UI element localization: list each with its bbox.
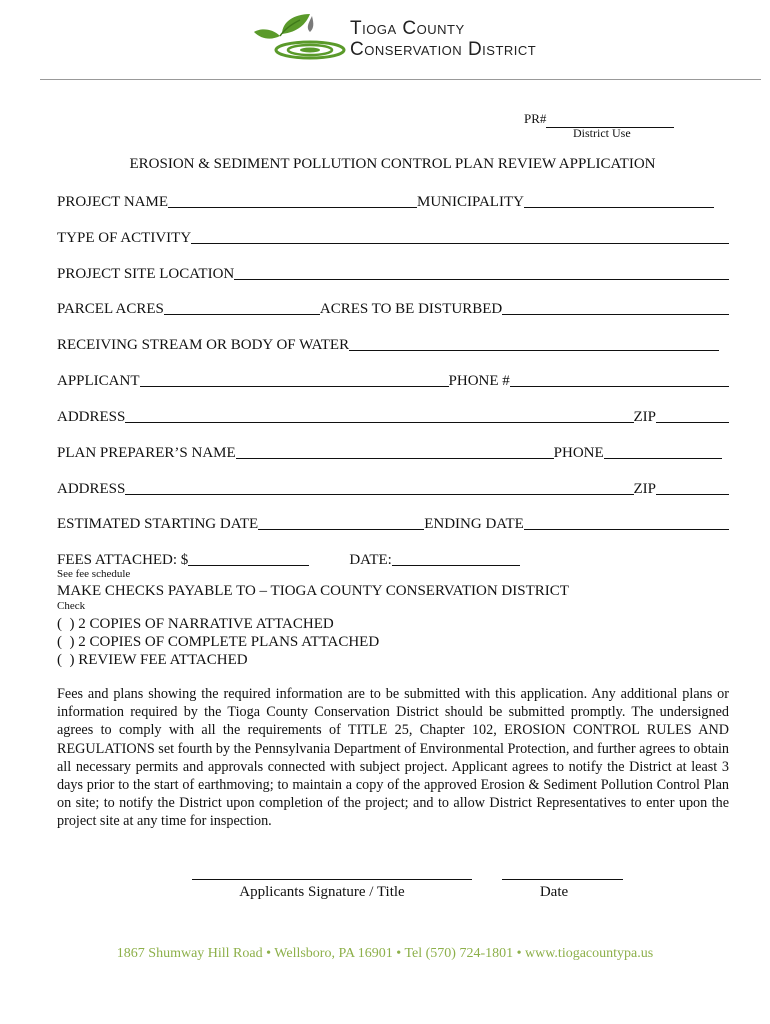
project-name-field[interactable] <box>168 194 417 208</box>
project-name-label: PROJECT NAME <box>57 194 168 210</box>
row-type-of-activity <box>57 226 729 246</box>
header-divider <box>40 79 761 80</box>
address2-field[interactable] <box>125 481 633 495</box>
municipality-label: MUNICIPALITY <box>417 194 524 210</box>
checklist-item[interactable]: ( ) 2 COPIES OF NARRATIVE ATTACHED <box>57 616 334 632</box>
row-address-2 <box>57 477 729 497</box>
zip2-label: ZIP <box>633 481 656 497</box>
signature-label: Applicants Signature / Title <box>239 884 405 900</box>
parcel-acres-field[interactable] <box>164 301 320 315</box>
leaf-water-logo-icon <box>252 10 347 68</box>
fees-field[interactable] <box>188 552 309 566</box>
parcel-acres-label: PARCEL ACRES <box>57 301 164 317</box>
zip-field[interactable] <box>656 409 729 423</box>
preparer-phone-field[interactable] <box>604 445 722 459</box>
ending-date-field[interactable] <box>524 516 729 530</box>
date-field[interactable] <box>392 552 520 566</box>
address-label: ADDRESS <box>57 409 126 425</box>
plan-preparer-label: PLAN PREPARER’S NAME <box>57 445 236 461</box>
receiving-stream-label: RECEIVING STREAM OR BODY OF WATER <box>57 337 350 353</box>
acres-disturbed-label: ACRES TO BE DISTURBED <box>319 301 503 317</box>
row-acres <box>57 297 729 317</box>
row-applicant <box>57 369 729 389</box>
acres-disturbed-field[interactable] <box>502 301 729 315</box>
zip-label: ZIP <box>633 409 656 425</box>
est-start-field[interactable] <box>258 516 424 530</box>
site-location-label: PROJECT SITE LOCATION <box>57 266 235 282</box>
row-project-name <box>57 190 729 210</box>
type-of-activity-field[interactable] <box>191 230 729 244</box>
row-address-1 <box>57 405 729 425</box>
logo-line2: Conservation District <box>350 39 537 60</box>
est-start-label: ESTIMATED STARTING DATE <box>57 516 259 532</box>
phone-label: PHONE <box>553 445 604 461</box>
signature-date-line[interactable] <box>502 879 623 880</box>
receiving-stream-field[interactable] <box>349 337 719 351</box>
municipality-field[interactable] <box>524 194 714 208</box>
checklist-item[interactable]: ( ) 2 COPIES OF COMPLETE PLANS ATTACHED <box>57 634 380 650</box>
row-plan-preparer <box>57 441 729 461</box>
check-label: Check <box>57 600 86 612</box>
footer-address: 1867 Shumway Hill Road • Wellsboro, PA 16901 • Tel (570) 724-1801 • www.tiogacountypa.us <box>116 946 654 961</box>
logo-line1: Tioga County <box>350 18 465 39</box>
signature-line[interactable] <box>192 879 472 880</box>
row-fees <box>57 548 537 568</box>
district-use-caption: District Use <box>573 126 631 140</box>
row-dates <box>57 512 729 532</box>
plan-preparer-field[interactable] <box>236 445 554 459</box>
applicant-field[interactable] <box>140 373 449 387</box>
checks-payable: MAKE CHECKS PAYABLE TO – TIOGA COUNTY CONSERVATION DISTRICT <box>57 583 569 599</box>
row-receiving-stream <box>57 333 729 353</box>
address-field[interactable] <box>125 409 633 423</box>
date-signature-label: Date <box>539 884 569 900</box>
applicant-phone-field[interactable] <box>510 373 729 387</box>
applicant-label: APPLICANT <box>57 373 140 389</box>
fees-label: FEES ATTACHED: $ <box>57 552 189 568</box>
logo <box>252 10 572 68</box>
date-label: DATE: <box>349 552 392 568</box>
checklist-item[interactable]: ( ) REVIEW FEE ATTACHED <box>57 652 248 668</box>
terms-paragraph: Fees and plans showing the required information are to be submitted with this application. Any additional plans or information required by the Tioga County Conservation District should be submitted promptly. The undersigned agrees to comply with all the requirements of TITLE 25, Chapter 102, EROSION CONTROL RULES AND REGULATIONS set fourth by the Pennsylvania Department of Environmental Protection, and further agrees to obtain all necessary permits and approvals connected with subject project. Applicant agrees to notify the District at least 3 days prior to the start of earthmoving; to maintain a copy of the approved Erosion & Sediment Pollution Control Plan on site; to notify the District upon completion of the project; and to allow District Representatives to enter upon the project site at any time for inspection. <box>57 686 729 830</box>
type-of-activity-label: TYPE OF ACTIVITY <box>57 230 192 246</box>
row-site-location <box>57 262 729 282</box>
zip2-field[interactable] <box>656 481 729 495</box>
address2-label: ADDRESS <box>57 481 126 497</box>
phone-hash-label: PHONE # <box>448 373 510 389</box>
pr-label: PR# <box>524 111 547 126</box>
form-title: EROSION & SEDIMENT POLLUTION CONTROL PLAN REVIEW APPLICATION <box>129 156 656 172</box>
ending-date-label: ENDING DATE <box>424 516 524 532</box>
site-location-field[interactable] <box>234 266 729 280</box>
fee-schedule-note: See fee schedule <box>57 568 131 580</box>
